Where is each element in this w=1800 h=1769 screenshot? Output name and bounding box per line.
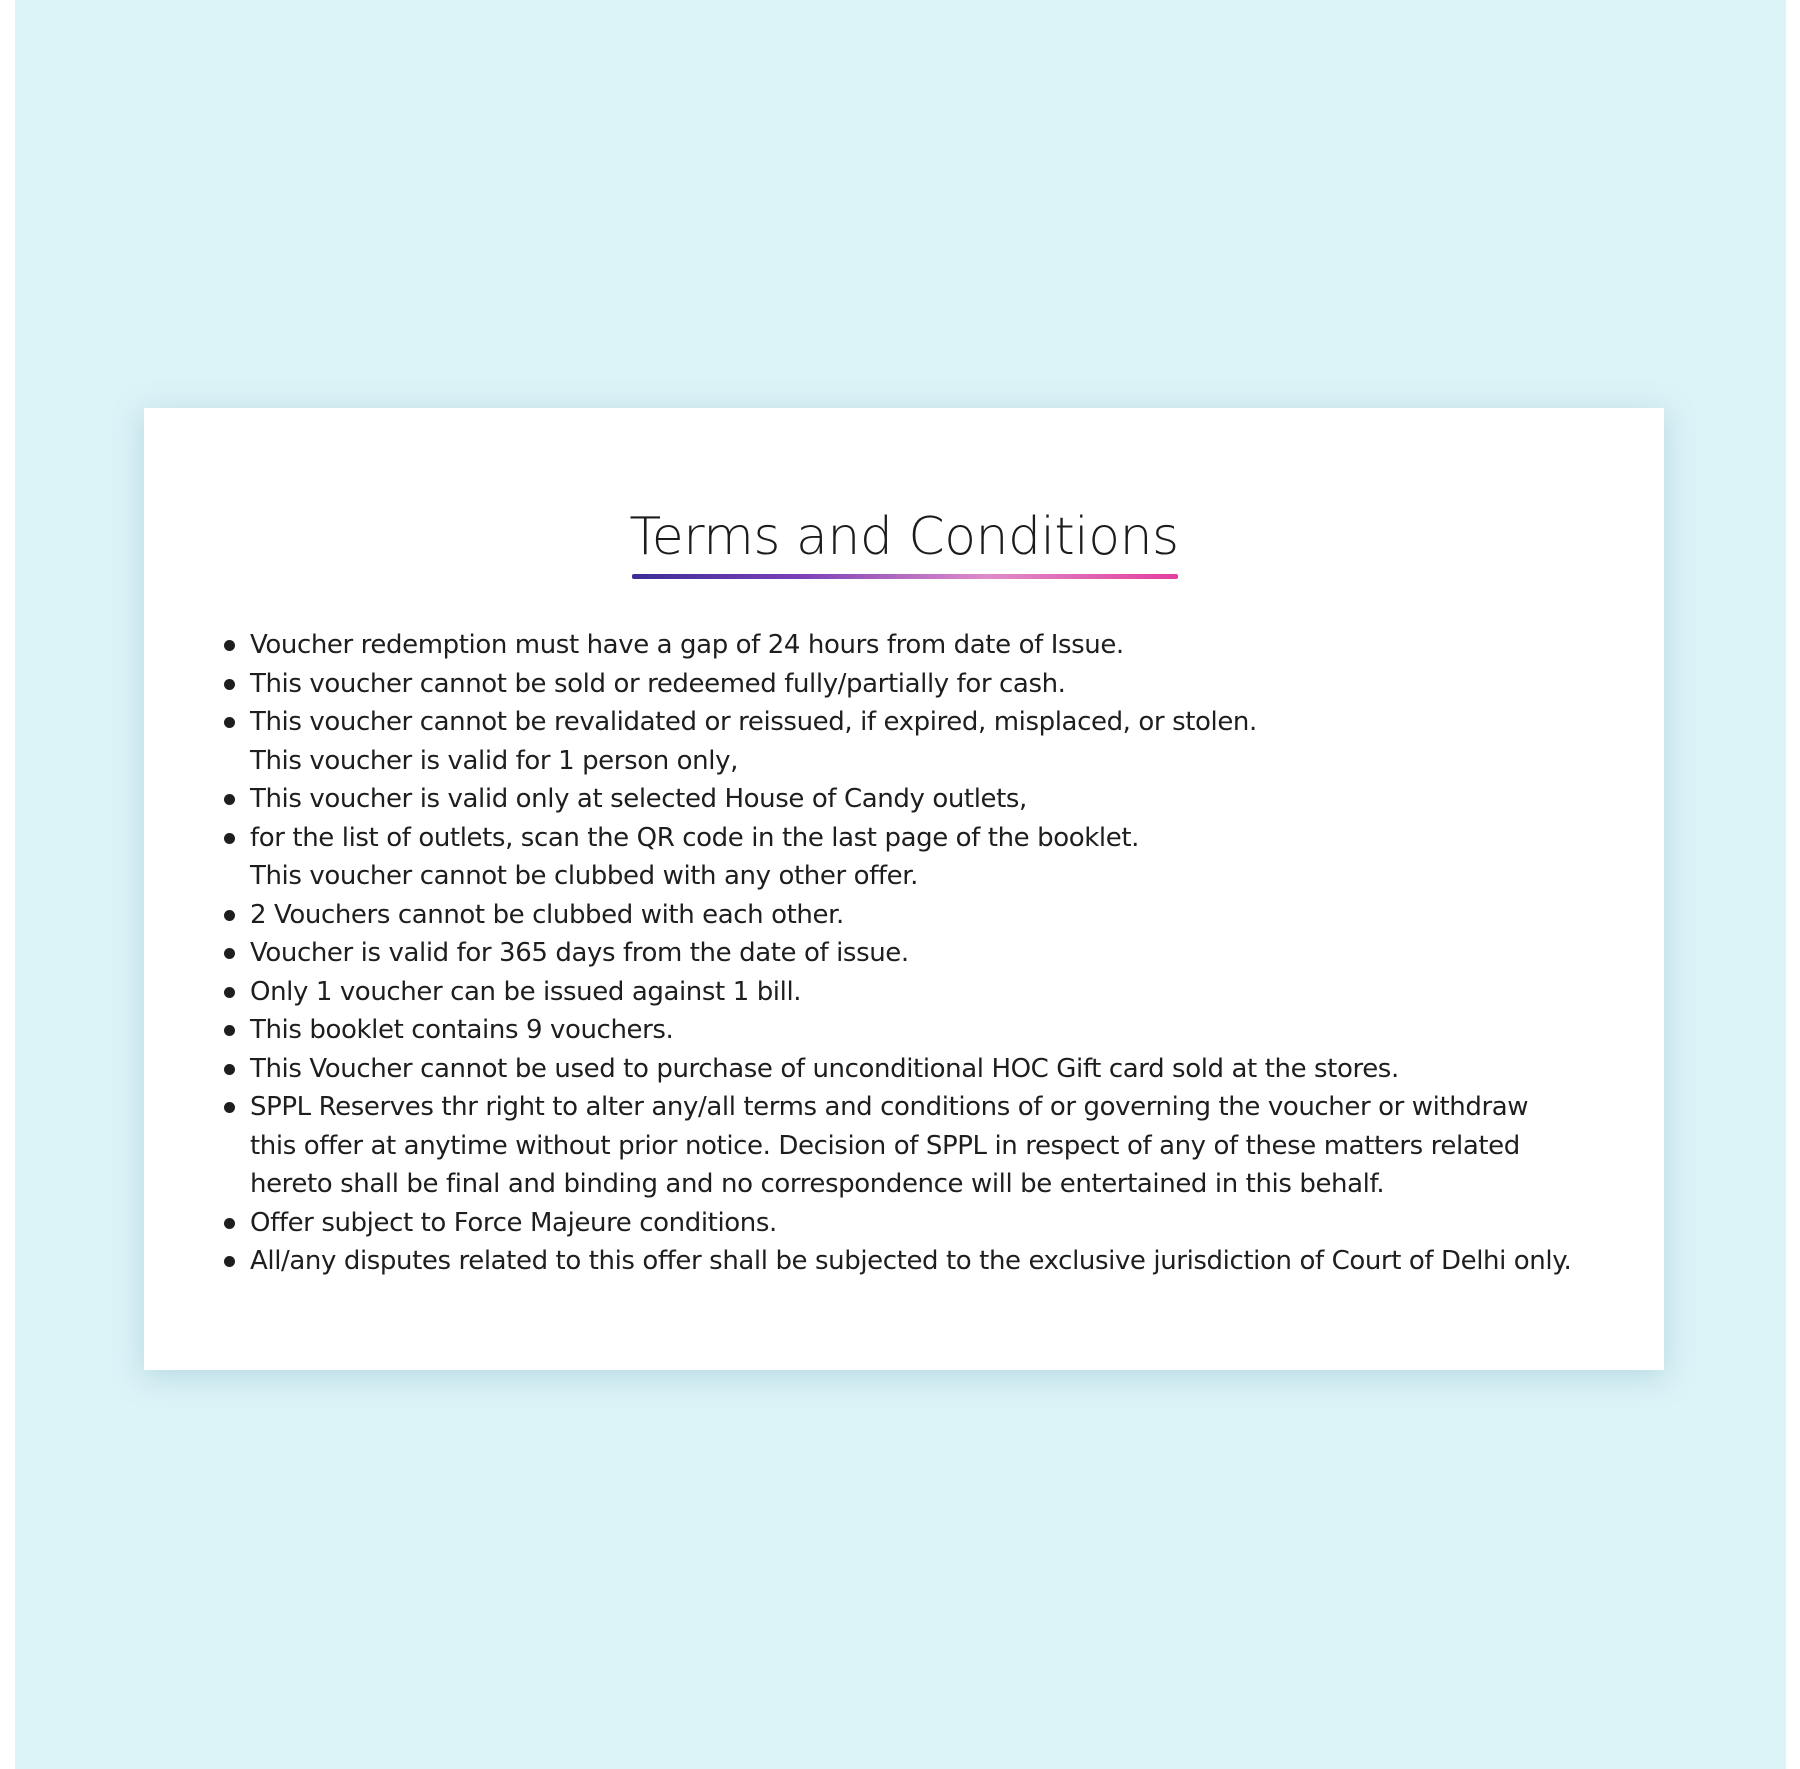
- term-item: SPPL Reserves thr right to alter any/all terms and conditions of or governing the voucher or withdraw: [224, 1088, 1624, 1127]
- terms-card: [144, 408, 1664, 1370]
- term-item: This voucher cannot be revalidated or reissued, if expired, misplaced, or stolen.: [224, 703, 1624, 742]
- terms-list: [224, 626, 1624, 1281]
- term-item: This voucher is valid only at selected House of Candy outlets,: [224, 780, 1624, 819]
- term-item: This voucher is valid for 1 person only,: [250, 745, 738, 776]
- term-item: All/any disputes related to this offer shall be subjected to the exclusive jurisdiction of Court of Delhi only.: [224, 1242, 1624, 1281]
- page-title: Terms and Conditions: [629, 507, 1179, 567]
- term-item: Voucher is valid for 365 days from the date of issue.: [224, 934, 1624, 973]
- term-item: hereto shall be final and binding and no correspondence will be entertained in this behalf.: [250, 1169, 1385, 1199]
- term-item: 2 Vouchers cannot be clubbed with each other.: [224, 896, 1624, 935]
- term-item: Offer subject to Force Majeure conditions.: [224, 1204, 1624, 1243]
- term-item: this offer at anytime without prior notice. Decision of SPPL in respect of any of these matters related: [250, 1130, 1520, 1161]
- term-item: This Voucher cannot be used to purchase of unconditional HOC Gift card sold at the stores.: [224, 1050, 1624, 1089]
- title-container: [144, 508, 1664, 568]
- term-item: for the list of outlets, scan the QR code in the last page of the booklet.: [224, 819, 1624, 858]
- term-item: Only 1 voucher can be issued against 1 bill.: [224, 973, 1624, 1012]
- term-item: This voucher cannot be clubbed with any other offer.: [250, 861, 918, 891]
- term-item: This voucher cannot be sold or redeemed fully/partially for cash.: [224, 665, 1624, 704]
- term-item: Voucher redemption must have a gap of 24 hours from date of Issue.: [224, 626, 1624, 665]
- term-item: This booklet contains 9 vouchers.: [224, 1011, 1624, 1050]
- title-underline: [632, 574, 1178, 579]
